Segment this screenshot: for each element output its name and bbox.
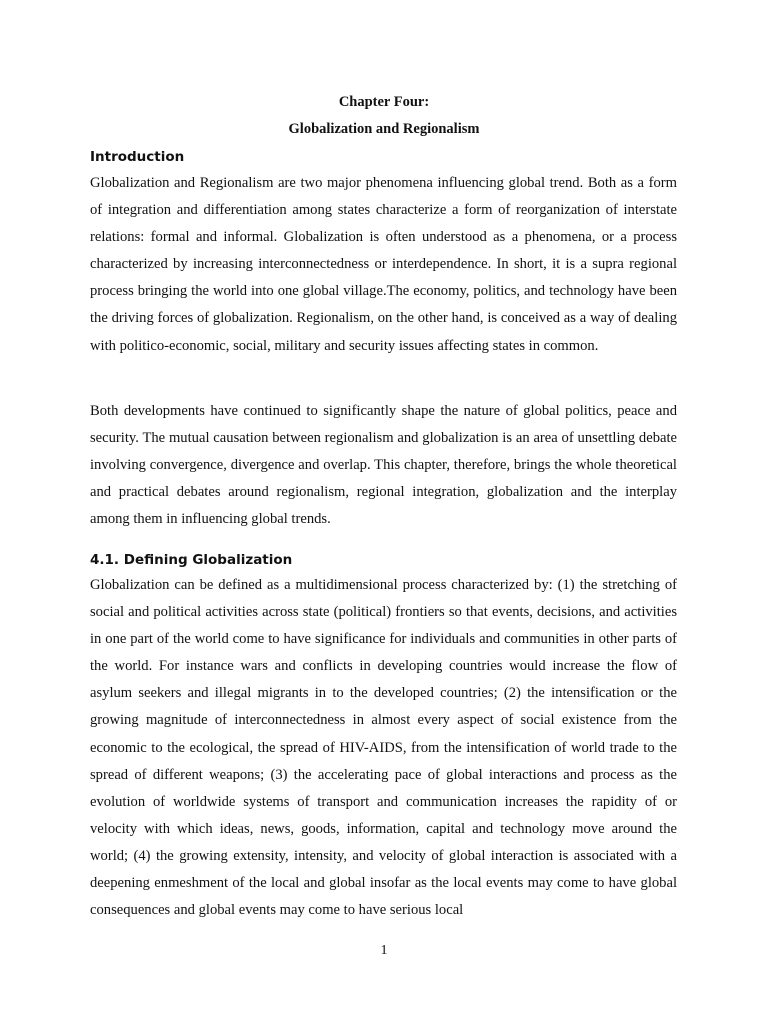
intro-paragraph-2: Both developments have continued to significantly shape the nature of global politics, peace and security. The mutual causation between regionalism and globalization is an area of unsettling debate involving convergence, divergence and overlap. This chapter, therefore, brings the whole theoretical and practical debates around regionalism, regional integration, globalization and the interplay among them in influencing global trends.	[90, 403, 677, 528]
section-paragraph: Globalization can be defined as a multidimensional process characterized by: (1) the stretching of social and political activities across state (political) frontiers so that events, decisions, and activities in one part of the world come to have significance for individuals and communities in other parts of the world. For instance wars and conflicts in developing countries would increase the flow of asylum seekers and illegal migrants in to the developed countries; (2) the intensification or the growing magnitude of interconnectedness in almost every aspect of social existence from the economic to the ecological, the spread of HIV-AIDS, from the intensification of world trade to the spread of different weapons; (3) the accelerating pace of global interactions and process as the evolution of worldwide systems of transport and communication increases the rapidity of or velocity with which ideas, news, goods, information, capital and technology move around the world; (4) the growing extensity, intensity, and velocity of global interaction is associated with a deepening enmeshment of the local and global insofar as the local events may come to have global consequences and global events may come to have serious local	[90, 577, 677, 919]
chapter-label: Chapter Four:	[338, 94, 430, 110]
introduction-heading: Introduction	[90, 149, 185, 165]
section-heading-defining-globalization: 4.1. Defining Globalization	[90, 552, 293, 568]
page-number: 1	[380, 943, 388, 958]
chapter-title: Globalization and Regionalism	[288, 121, 480, 137]
intro-paragraph-1: Globalization and Regionalism are two major phenomena influencing global trend. Both as a form of integration and differentiation among states characterize a form of reorganization of interstate relations: formal and informal. Globalization is often understood as a phenomena, or a process characterized by increasing interconnectedness or interdependence. In short, it is a supra regional process bringing the world into one global village.The economy, politics, and technology have been the driving forces of globalization. Regionalism, on the other hand, is conceived as a way of dealing with politico-economic, social, military and security issues affecting states in common.	[90, 175, 677, 354]
